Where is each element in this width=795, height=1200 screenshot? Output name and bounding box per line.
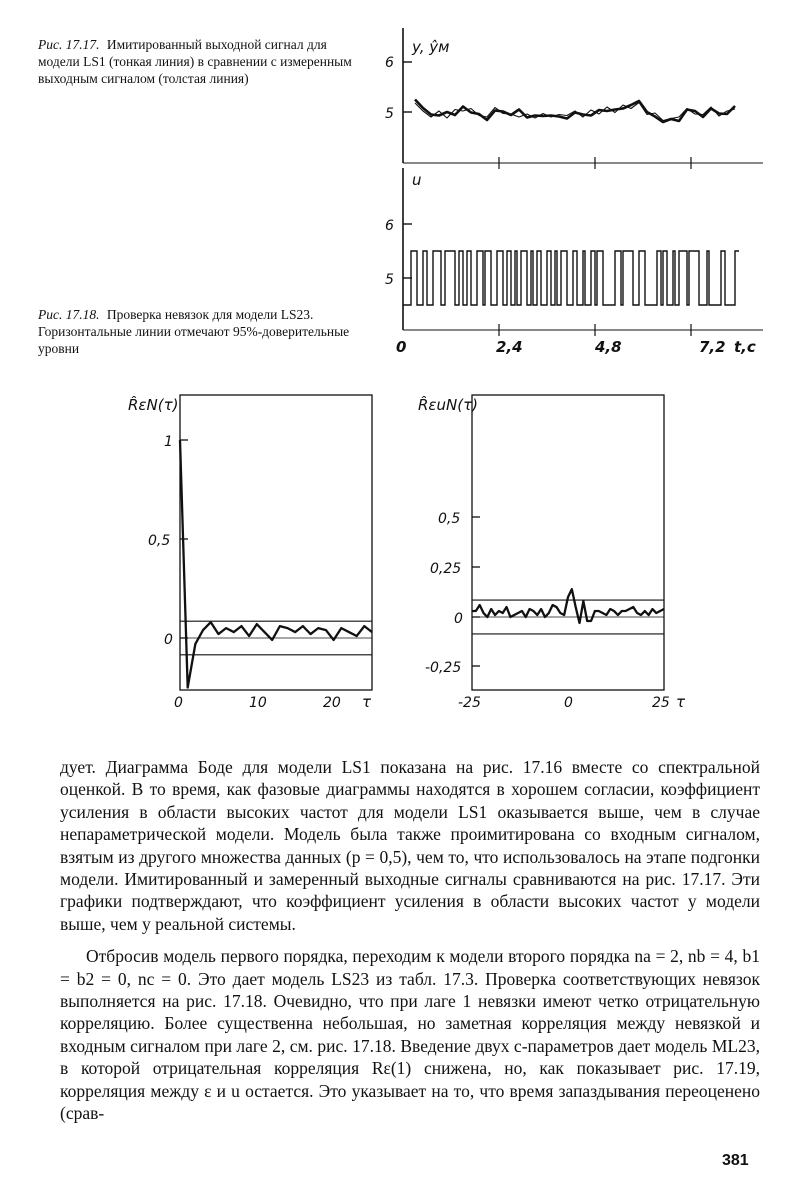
input-plot-ylabel: u: [412, 171, 422, 189]
output-plot-ytick-6: 6: [385, 55, 394, 71]
input-signal-line: [403, 251, 739, 305]
crosscorr-line: [472, 589, 664, 623]
figure-17-18-text: Проверка невязок для модели LS23. Горизонтальные линии отмечают 95%-доверительные уровни: [38, 307, 350, 356]
crosscorr-plot-xtick-25: 25: [652, 695, 670, 711]
figure-17-18-label: Рис. 17.18.: [38, 307, 100, 322]
autocorr-plot-ytick-0-5: 0,5: [148, 533, 171, 549]
output-plot: [385, 28, 763, 169]
autocorr-plot-xtick-0: 0: [174, 695, 183, 711]
input-plot-xtick-4-8: 4,8: [595, 338, 622, 356]
autocorr-plot-ylabel: R̂εN(τ): [128, 396, 179, 414]
body-text: [60, 756, 760, 1125]
crosscorr-plot-ytick-0: 0: [454, 611, 463, 627]
body-paragraph-2: Отбросив модель первого порядка, переходим к модели второго порядка na = 2, nb = 4, b1 = b2 = 0, nc = 0. Это дает модель LS23 из табл. 17.3. Проверка соответствующих невязок выполняется на рис. 17.18. Очевидно, что при лаге 1 невязки имеют четко отрицательную корреляцию. Более существенна небольшая, но заметная корреляция между невязкой и входным сигналом при лаге 2, см. рис. 17.18. Введение двух c-параметров дает модель ML23, в которой отрицательная корреляция Rε(1) снижена, но, как показывает рис. 17.19, корреляция между ε и u остается. Это указывает на то, что время запаздывания переоценено (срав-: [60, 946, 760, 1124]
figure-17-17-label: Рис. 17.17.: [38, 37, 100, 52]
autocorr-line: [180, 440, 372, 688]
output-plot-ylabel: y, ŷм: [412, 38, 450, 56]
crosscorr-plot-ytick-0-25: 0,25: [430, 561, 462, 577]
input-plot: [385, 168, 763, 356]
input-plot-xtick-0: 0: [396, 338, 407, 356]
input-plot-ytick-5: 5: [385, 272, 394, 288]
body-paragraph-1: дует. Диаграмма Боде для модели LS1 показана на рис. 17.16 вместе со спектральной оценкой. В то время, как фазовые диаграммы находятся в хорошем согласии, коэффициент усиления в области высоких частот для модели LS1 оказывается выше, чем в случае непараметрической модели. Модель была также проимитирована со входным сигналом, взятым из другого множества данных (p = 0,5), чем то, что использовалось на этапе подгонки модели. Имитированный и замеренный выходные сигналы сравниваются на рис. 17.17. Эти графики подтверждают, что коэффициент усиления в области высоких частот у модели выше, чем у реальной системы.: [60, 757, 760, 934]
input-plot-xtick-2-4: 2,4: [496, 338, 523, 356]
autocorr-plot-xtick-20: 20: [323, 695, 341, 711]
autocorr-plot: [128, 395, 372, 711]
output-plot-ytick-5: 5: [385, 106, 394, 122]
autocorr-plot-xlabel: τ: [362, 693, 372, 711]
input-plot-xtick-7-2: 7,2: [699, 338, 726, 356]
crosscorr-plot-ytick-neg-0-25: -0,25: [425, 660, 462, 676]
crosscorr-plot-xtick-neg25: -25: [458, 695, 481, 711]
input-plot-xlabel: t,c: [734, 338, 756, 356]
crosscorr-plot-ytick-0-5: 0,5: [438, 511, 461, 527]
crosscorr-plot: [418, 395, 686, 711]
autocorr-plot-ytick-0: 0: [164, 632, 173, 648]
autocorr-plot-ytick-1: 1: [164, 434, 173, 450]
figure-17-17-text: Имитированный выходной сигнал для модели LS1 (тонкая линия) в сравнении с измеренным выходным сигналом (толстая линия): [38, 37, 352, 86]
autocorr-plot-xtick-10: 10: [249, 695, 267, 711]
crosscorr-plot-ylabel: R̂εuN(τ): [418, 396, 478, 414]
crosscorr-plot-xtick-0: 0: [564, 695, 573, 711]
page-number: 381: [722, 1152, 749, 1169]
input-plot-ytick-6: 6: [385, 218, 394, 234]
crosscorr-plot-xlabel: τ: [676, 693, 686, 711]
